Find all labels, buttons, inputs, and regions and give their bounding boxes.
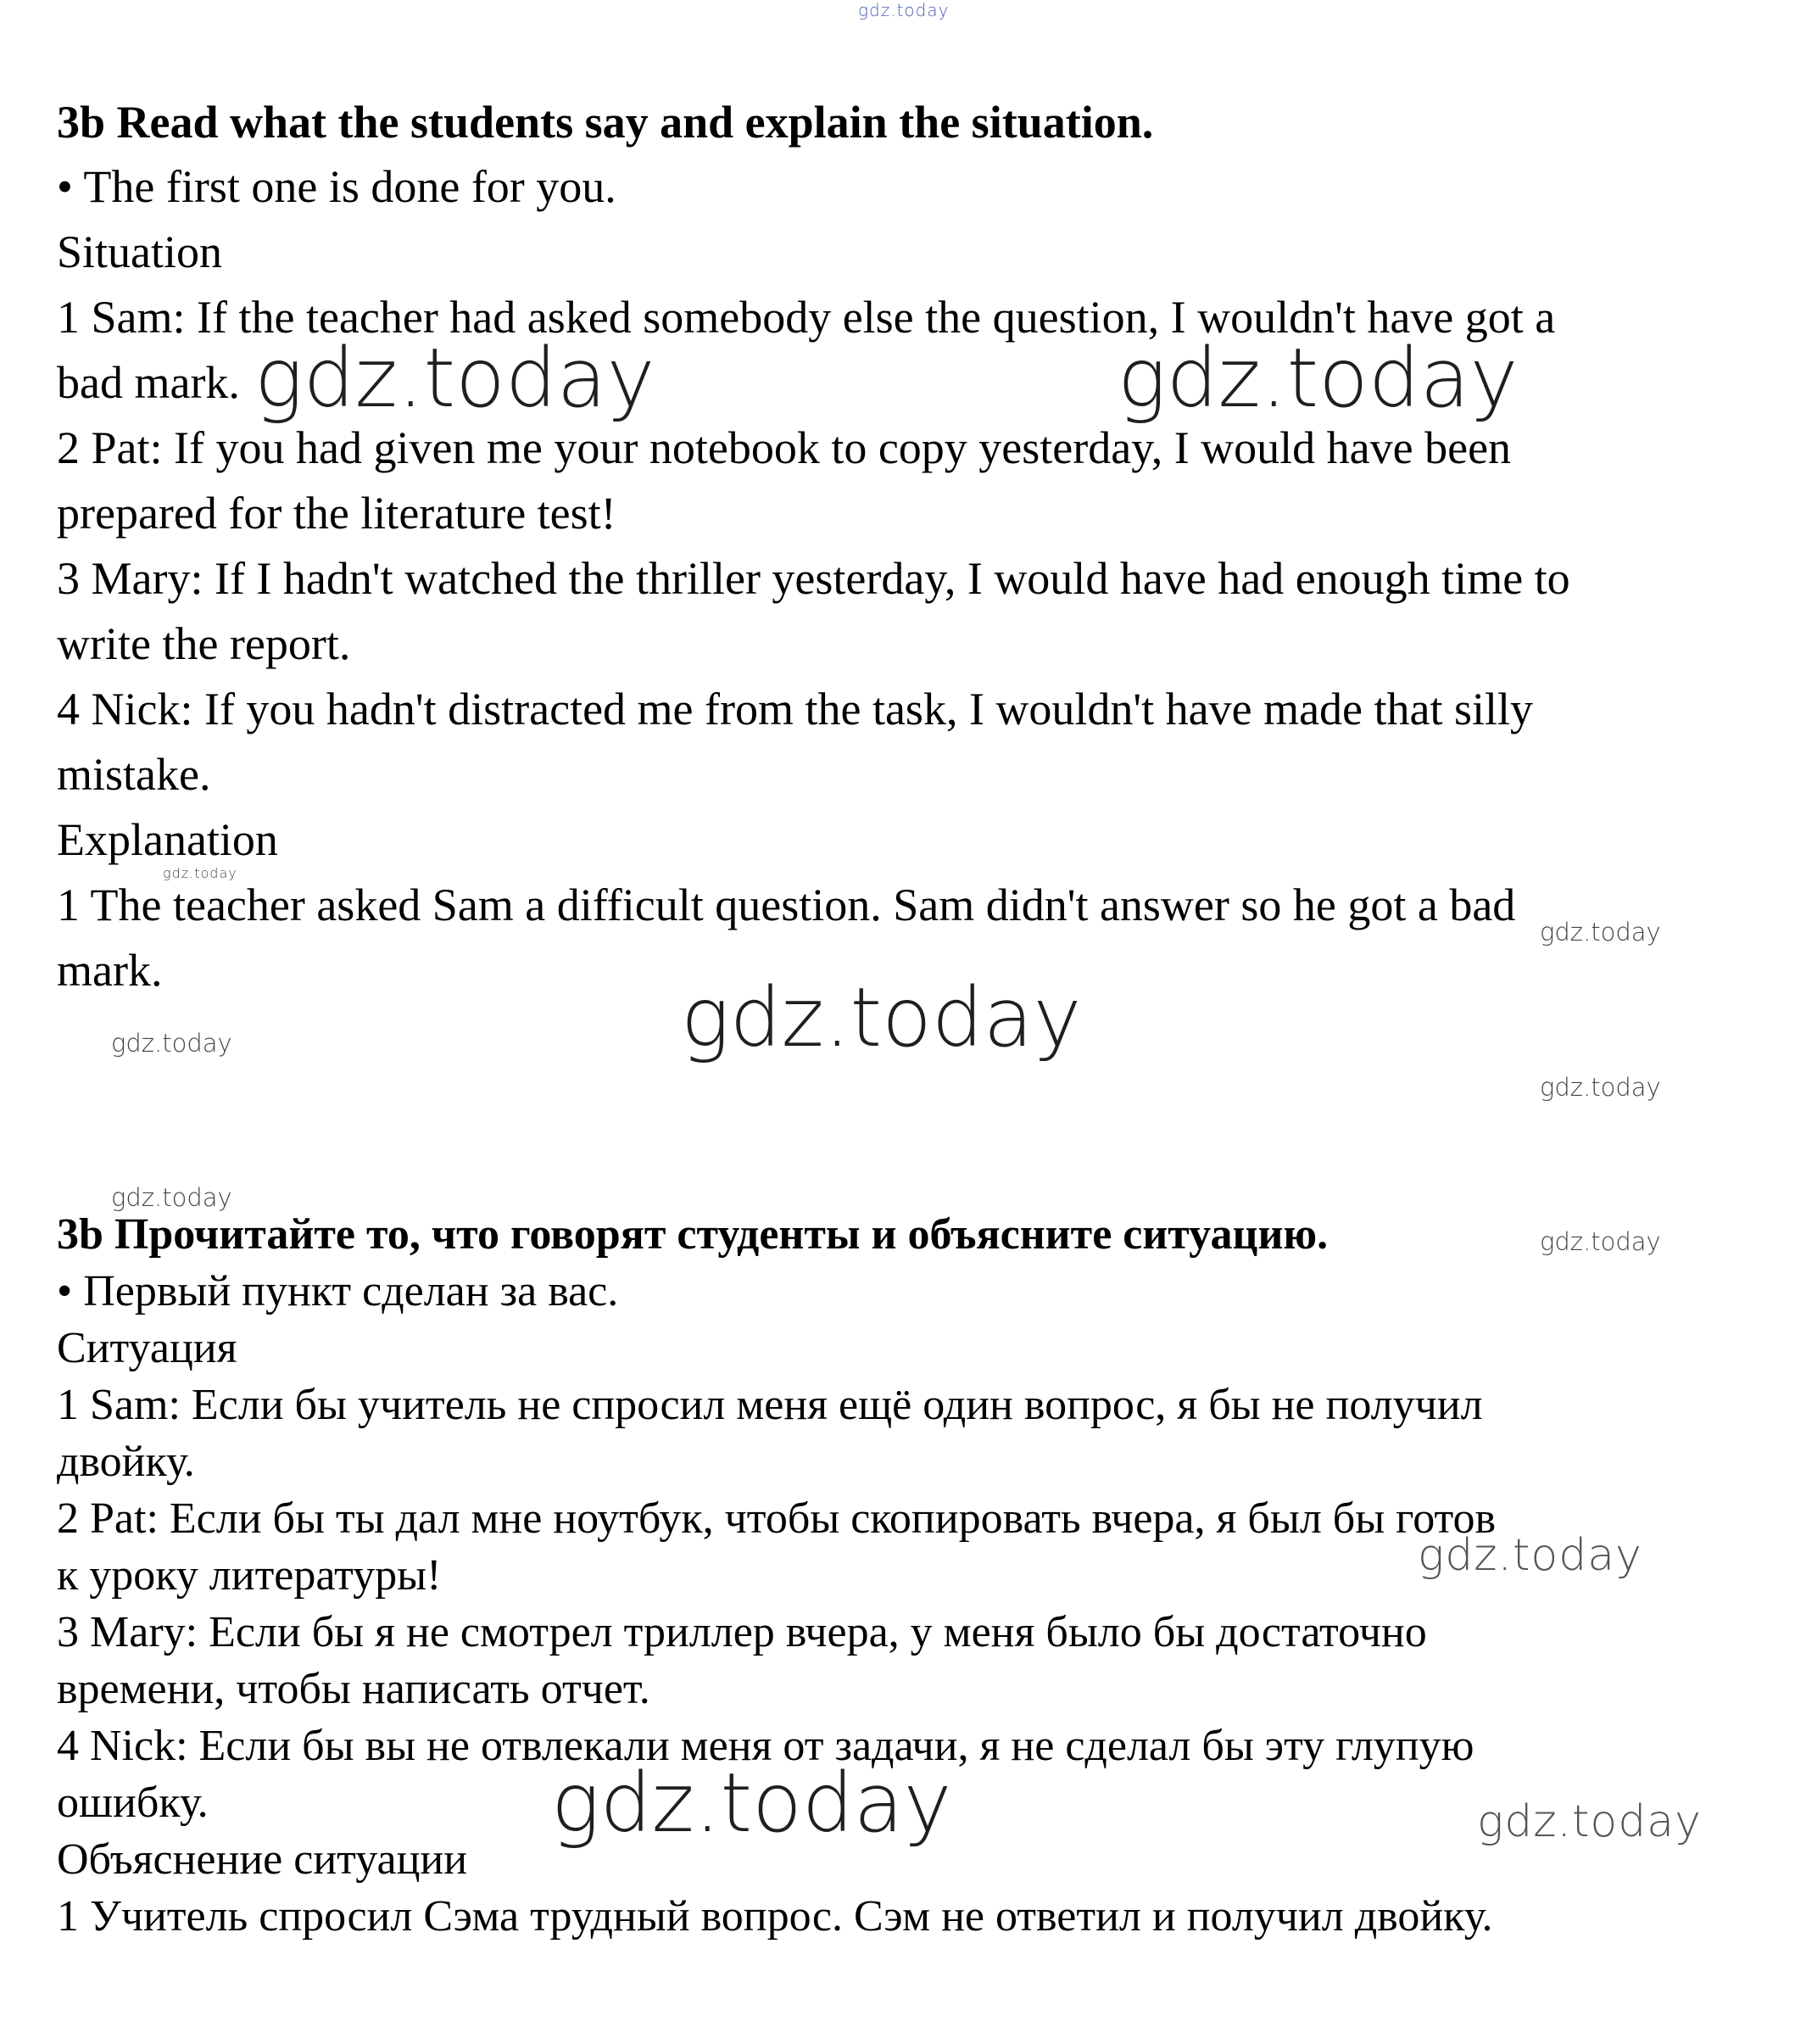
english-situation-line: 4 Nick: If you hadn't distracted me from the task, I wouldn't have made that silly xyxy=(57,684,1534,734)
watermark: gdz.today xyxy=(681,970,1082,1065)
watermark: gdz.today xyxy=(111,1029,232,1058)
english-heading: 3b Read what the students say and explain the situation. xyxy=(57,97,1154,148)
russian-situation-line: двойку. xyxy=(57,1438,195,1486)
watermark: gdz.today xyxy=(1477,1796,1702,1847)
english-instruction: • The first one is done for you. xyxy=(57,161,616,212)
russian-instruction: • Первый пункт сделан за вас. xyxy=(57,1267,619,1315)
russian-situation-label: Ситуация xyxy=(57,1324,237,1372)
english-situation-line: write the report. xyxy=(57,618,351,669)
english-explanation-label: Explanation xyxy=(57,814,278,865)
russian-situation-line: 3 Mary: Если бы я не смотрел триллер вчера, у меня было бы достаточно xyxy=(57,1608,1427,1656)
english-explanation-line: mark. xyxy=(57,945,163,996)
watermark: gdz.today xyxy=(1418,1530,1642,1581)
english-situation-line: 3 Mary: If I hadn't watched the thriller yesterday, I would have had enough time to xyxy=(57,553,1570,604)
watermark: gdz.today xyxy=(111,1183,232,1212)
russian-explanation-label: Объяснение ситуации xyxy=(57,1835,468,1884)
header-watermark: gdz.today xyxy=(858,0,950,20)
watermark: gdz.today xyxy=(254,331,655,426)
watermark: gdz.today xyxy=(163,865,237,881)
english-situation-line: 2 Pat: If you had given me your notebook to copy yesterday, I would have been xyxy=(57,422,1512,473)
english-situation-line: prepared for the literature test! xyxy=(57,488,616,539)
russian-situation-line: к уроку литературы! xyxy=(57,1551,442,1600)
russian-situation-line: 1 Sam: Если бы учитель не спросил меня ещё один вопрос, я бы не получил xyxy=(57,1381,1483,1429)
english-explanation-line: 1 The teacher asked Sam a difficult question. Sam didn't answer so he got a bad xyxy=(57,880,1516,930)
russian-heading: 3b Прочитайте то, что говорят студенты и объясните ситуацию. xyxy=(57,1210,1329,1259)
english-situation-line: mistake. xyxy=(57,749,211,800)
english-situation-line: bad mark. xyxy=(57,357,240,408)
russian-situation-line: времени, чтобы написать отчет. xyxy=(57,1665,650,1713)
english-situation-line: 1 Sam: If the teacher had asked somebody else the question, I wouldn't have got a xyxy=(57,292,1556,343)
english-situation-label: Situation xyxy=(57,226,223,277)
watermark: gdz.today xyxy=(1540,1073,1661,1102)
watermark: gdz.today xyxy=(1118,331,1519,426)
watermark: gdz.today xyxy=(551,1756,952,1851)
watermark: gdz.today xyxy=(1540,918,1661,947)
russian-situation-line: ошибку. xyxy=(57,1779,209,1827)
russian-situation-line: 2 Pat: Если бы ты дал мне ноутбук, чтобы скопировать вчера, я был бы готов xyxy=(57,1494,1497,1543)
russian-situation-line: 4 Nick: Если бы вы не отвлекали меня от задачи, я не сделал бы эту глупую xyxy=(57,1722,1474,1770)
russian-explanation-line: 1 Учитель спросил Сэма трудный вопрос. Сэм не ответил и получил двойку. xyxy=(57,1892,1493,1941)
watermark: gdz.today xyxy=(1540,1227,1661,1256)
